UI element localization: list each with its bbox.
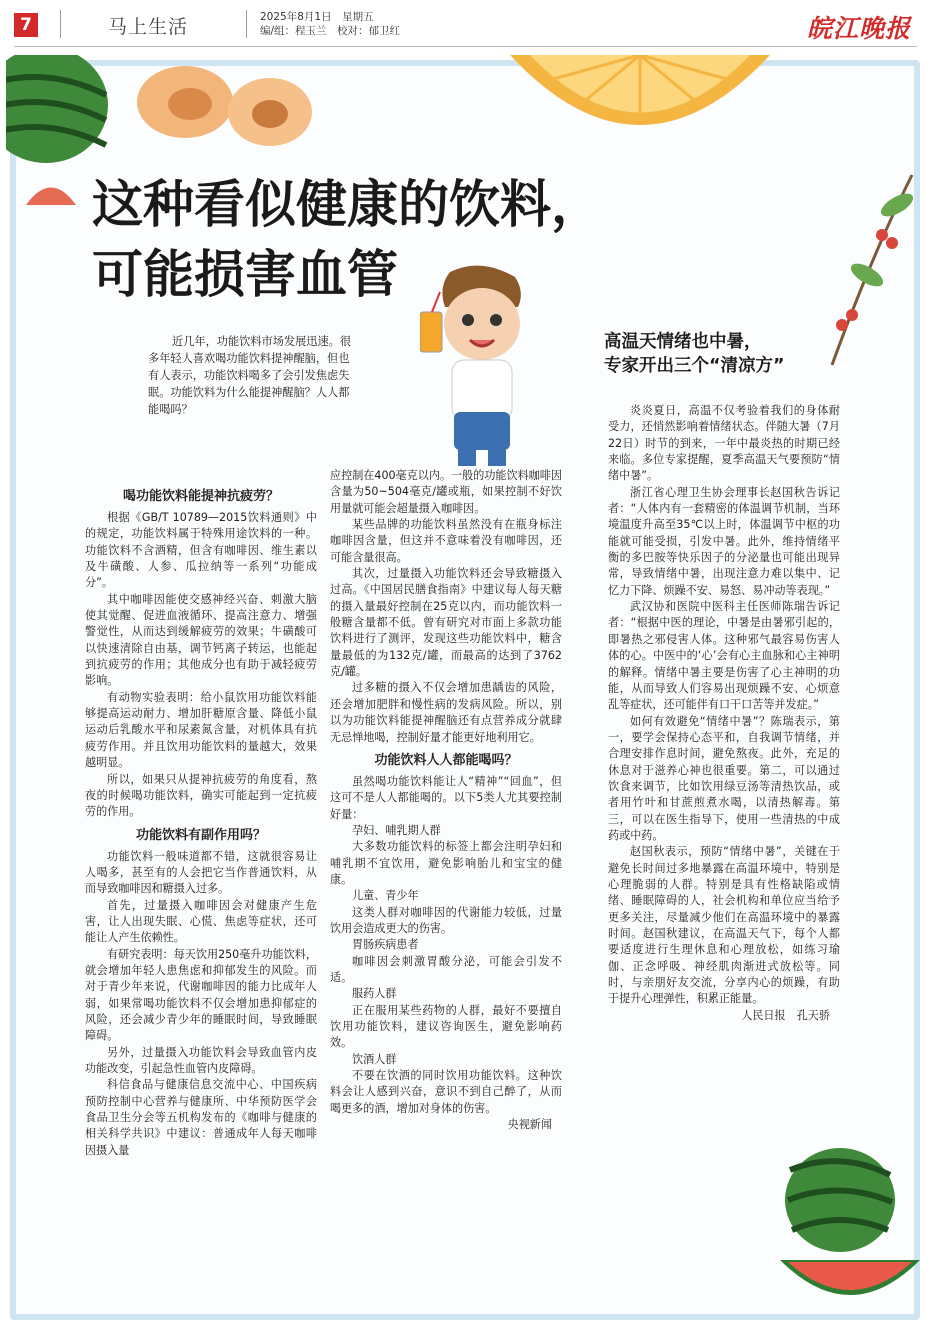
paragraph: 其次，过量摄入功能饮料还会导致糖摄入过高。《中国居民膳食指南》中建议每人每天糖的摄入量最好控制在25克以内，而功能饮料一般糖含量都不低。曾有研究对市面上多款功能饮料进行了测评，发现这些功能饮料中，糖含量最低的为132克/罐，而最高的达到了3762克/罐。: [330, 567, 562, 679]
right-title-line-1: 高温天情绪也中暑，: [604, 332, 762, 352]
paragraph: 如何有效避免“情绪中暑”？陈瑞表示，第一，要学会保持心态平和，自我调节情绪，并合理安排作息时间，避免熬夜。此外，充足的休息对于滋养心神也很重要。第二，可以通过饮食来调节，比如饮用绿豆汤等清热饮品，或者用竹叶和甘蔗煎煮水喝，以清热解毒。第三，可以在医生指导下，使用一些清热的中成药或中药。: [608, 714, 840, 842]
subheading: 功能饮料人人都能喝吗？: [374, 752, 518, 768]
article-column-3: [608, 403, 840, 1024]
header-rule: [14, 46, 917, 47]
page-number: 7: [14, 13, 38, 37]
right-article-title: [604, 330, 785, 378]
article-column-2: [330, 468, 562, 1133]
subheading: 功能饮料有副作用吗？: [135, 827, 266, 843]
headline: [92, 170, 602, 310]
headline-line-2: 可能损害血管: [92, 245, 399, 305]
paragraph: 武汉协和医院中医科主任医师陈瑞告诉记者：“根据中医的理论，中暑是由暑邪引起的，即暑热之邪侵害人体。这种邪气最容易伤害人体的心。中医中的‘心’会有心主血脉和心主神明的解释。情绪中暑主要是伤害了心主神明的功能，从而导致人们容易出现烦躁不安、心烦意乱等症状，还可能伴有口干口苦等并发症。”: [608, 600, 840, 712]
divider: [60, 10, 61, 38]
article-column-1: [85, 482, 317, 1159]
paragraph: 大多数功能饮料的标签上都会注明孕妇和哺乳期不宜饮用，避免影响胎儿和宝宝的健康。: [330, 840, 562, 886]
paragraph: 其中咖啡因能使交感神经兴奋、刺激大脑使其觉醒、促进血液循环、提高注意力、增强警觉性，从而达到缓解疲劳的效果；牛磺酸可以快速清除自由基，调节钙离子转运，也能起到抗疲劳的作用；其他成分也有助于减轻疲劳影响。: [85, 592, 317, 688]
orange-slice-icon: [500, 55, 780, 145]
paragraph: 不要在饮酒的同时饮用功能饮料。这种饮料会让人感到兴奋，意识不到自己醉了，从而喝更多的酒，增加对身体的伤害。: [330, 1069, 562, 1115]
byline: 央视新闻: [507, 1118, 552, 1132]
paragraph: 咖啡因会刺激胃酸分泌，可能会引发不适。: [330, 954, 562, 984]
paragraph: 虽然喝功能饮料能让人“精神”“回血”，但这可不是人人都能喝的。以下5类人尤其要控制好量：: [330, 774, 562, 821]
paragraph: 有动物实验表明：给小鼠饮用功能饮料能够提高运动耐力、增加肝糖原含量、降低小鼠运动后乳酸水平和尿素氮含量，对机体具有抗疲劳作用。并且饮用功能饮料的量越大，效果越明显。: [85, 690, 317, 770]
group-label: 胃肠疾病患者: [352, 938, 419, 952]
intro-paragraph: 近几年，功能饮料市场发展迅速。很多年轻人喜欢喝功能饮料提神醒脑，但也有人表示，功能饮料喝多了会引发焦虑失眠。功能饮料为什么能提神醒脑？人人都能喝吗？: [148, 335, 352, 416]
paragraph: 应控制在400毫克以内。一般的功能饮料咖啡因含量为50~504毫克/罐或瓶，如果控制不好饮用量就可能会超量摄入咖啡因。: [330, 469, 562, 515]
watermelon-icon: [780, 1140, 920, 1320]
paragraph: 功能饮料一般味道都不错，这就很容易让人喝多，甚至有的人会把它当作普通饮料，从而导致咖啡因和糖摄入过多。: [85, 849, 317, 896]
issue-editors: 编/组：程玉兰 校对：郁卫红: [260, 25, 401, 37]
issue-date: 2025年8月1日 星期五: [260, 11, 374, 23]
group-label: 服药人群: [352, 987, 397, 1001]
paragraph: 有研究表明：每天饮用250毫升功能饮料，就会增加年轻人患焦虑和抑郁发生的风险。而对于青少年来说，代谢咖啡因的能力比成年人弱，如果常喝功能饮料不仅会增加患抑郁症的风险，还会减少青少年的睡眠时间，导致睡眠障碍。: [85, 947, 317, 1043]
right-title-line-2: 专家开出三个“清凉方”: [604, 356, 785, 376]
paragraph: 另外，过量摄入功能饮料会导致血管内皮功能改变，引起急性血管内皮障碍。: [85, 1045, 317, 1075]
cherry-branch-icon: [812, 165, 922, 395]
subheading: 喝功能饮料能提神抗疲劳？: [122, 489, 279, 504]
paragraph: 炎炎夏日，高温不仅考验着我们的身体耐受力，还悄然影响着情绪状态。伴随大暑（7月22日）时节的到来，一年中最炎热的时期已经来临。多位专家提醒，夏季高温天气要预防“情绪中暑”。: [608, 404, 840, 483]
paragraph: 首先，过量摄入咖啡因会对健康产生危害，让人出现失眠、心慌、焦虑等症状，还可能让人产生依赖性。: [85, 898, 317, 945]
group-label: 儿童、青少年: [352, 889, 419, 903]
paragraph: 所以，如果只从提神抗疲劳的角度看，熬夜的时候喝功能饮料，确实可能起到一定抗疲劳的作用。: [85, 772, 317, 819]
newspaper-brand: 皖江晚报: [806, 14, 911, 43]
issue-meta: [260, 10, 400, 38]
paragraph: 这类人群对咖啡因的代谢能力较低，过量饮用会造成更大的伤害。: [330, 905, 562, 935]
peach-icon: [135, 62, 315, 162]
paragraph: 过多糖的摄入不仅会增加患龋齿的风险，还会增加肥胖和慢性病的发病风险。所以，别以为功能饮料能提神醒脑还有点营养成分就肆无忌惮地喝，控制好量才能更好地利用它。: [330, 681, 562, 744]
paragraph: 科信食品与健康信息交流中心、中国疾病预防控制中心营养与健康所、中华预防医学会食品卫生分会等五机构发布的《咖啡与健康的相关科学共识》中建议：普通成年人每天咖啡因摄入量: [85, 1078, 317, 1157]
page-header: [0, 0, 929, 46]
section-name: 马上生活: [108, 16, 189, 38]
group-label: 饮酒人群: [352, 1052, 397, 1066]
byline: 人民日报 孔天骄: [741, 1008, 830, 1022]
paragraph: 正在服用某些药物的人群，最好不要擅自饮用功能饮料，建议咨询医生，避免影响药效。: [330, 1003, 562, 1050]
divider: [246, 10, 247, 38]
paragraph: 赵国秋表示，预防“情绪中暑”，关键在于避免长时间过多地暴露在高温环境中，特别是心理脆弱的人群。特别是具有性格缺陷或情绪、睡眠障碍的人，社会机构和单位应当给予更多关注，尽量减少他们在高温环境中的暴露时间。赵国秋建议，在高温天气下，每个人都要适度进行生理休息和心理放松，如练习瑜伽、正念呼吸、神经肌肉渐进式放松等。同时，与亲朋好友交流，分享内心的烦躁，有助于提升心理弹性，积累正能量。: [608, 845, 840, 1006]
paragraph: 某些品牌的功能饮料虽然没有在瓶身标注咖啡因含量，但这并不意味着没有咖啡因，还可能含量很高。: [330, 518, 562, 564]
group-label: 孕妇、哺乳期人群: [352, 823, 441, 837]
paragraph: 浙江省心理卫生协会理事长赵国秋告诉记者：“人体内有一套精密的体温调节机制，当环境温度升高至35℃以上时，体温调节中枢的功能就可能受损，引发中暑。此外，维持情绪平衡的多巴胺等快乐因子的分泌量也可能出现异常，导致情绪中暑，出现注意力难以集中、记忆力下降、烦躁不安、易怒、易冲动等表现。”: [608, 485, 840, 597]
headline-line-1: 这种看似健康的饮料，: [92, 175, 603, 235]
paragraph: 根据《GB/T 10789—2015饮料通则》中的规定，功能饮料属于特殊用途饮料的一种。功能饮料不含酒精，但含有咖啡因、维生素以及牛磺酸、人参、瓜拉纳等一系列“功能成分”。: [85, 511, 317, 590]
